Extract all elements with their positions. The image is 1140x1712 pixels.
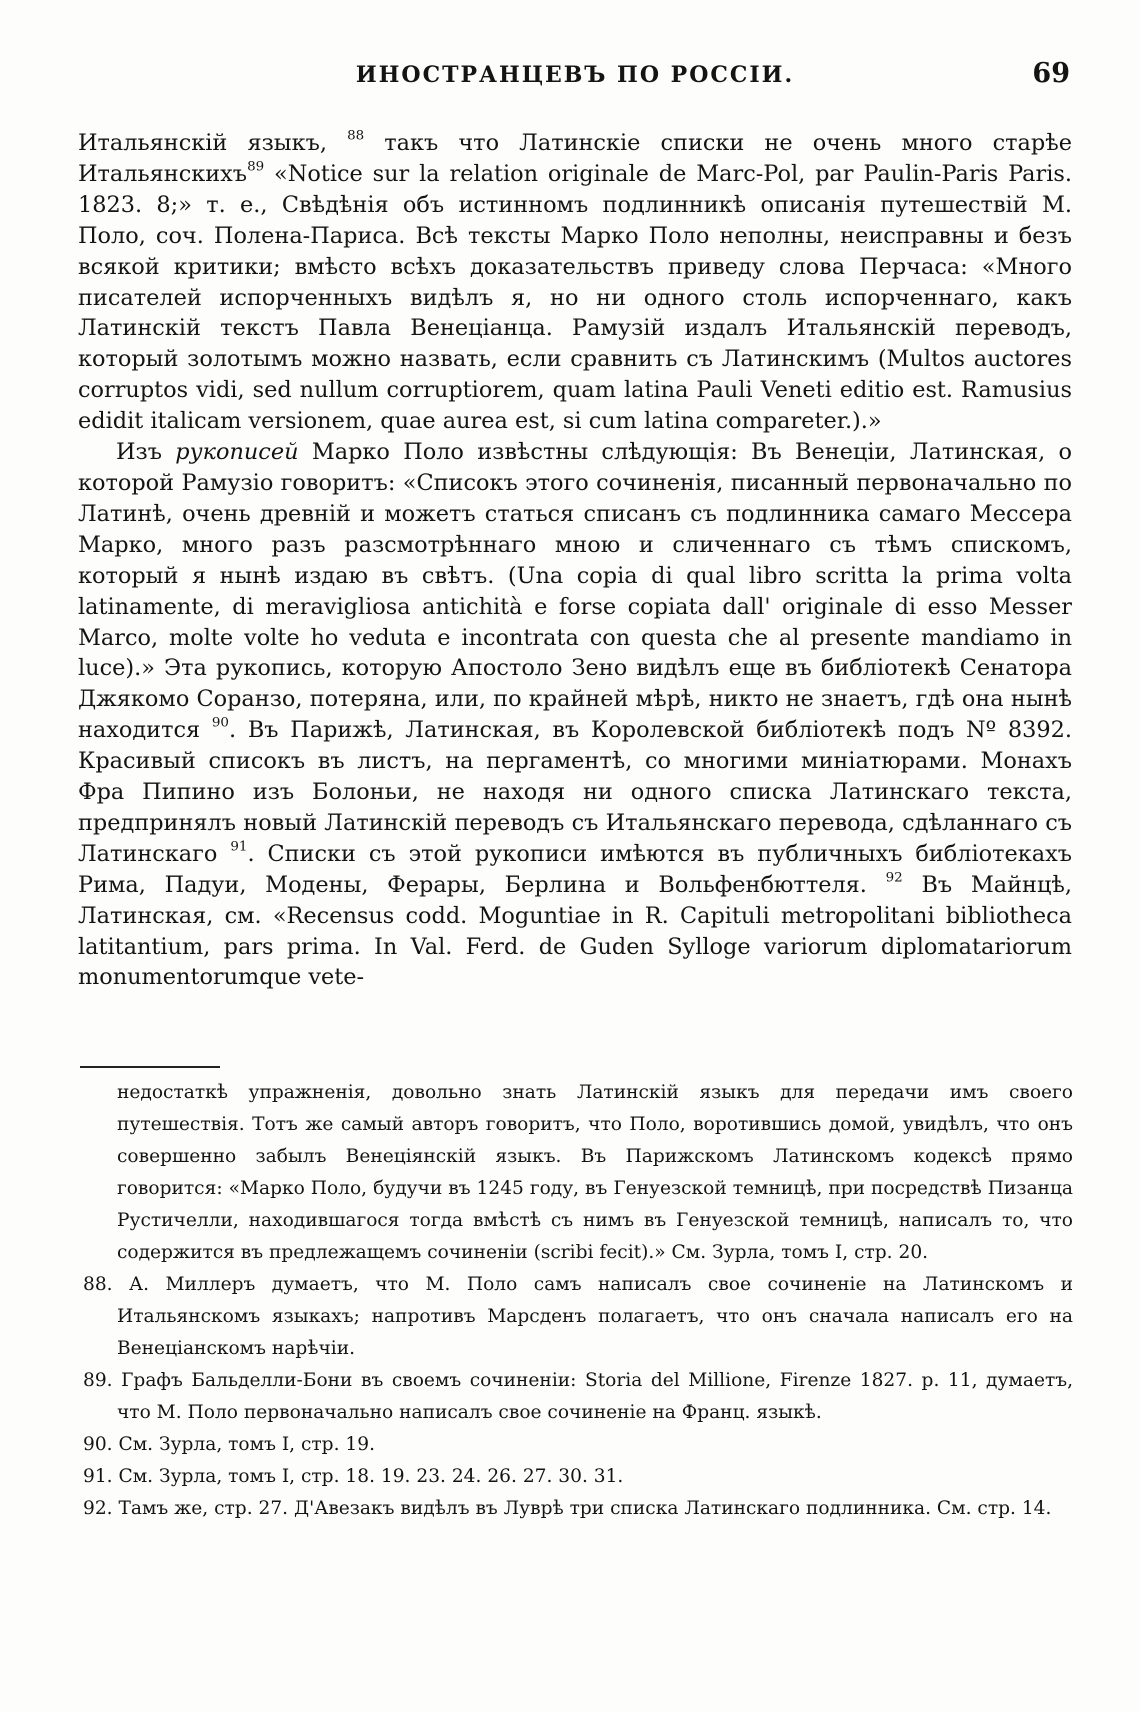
main-text — [78, 128, 1072, 993]
paragraph-2-text-d: . Списки съ этой рукописи имѣются въ публичныхъ библіотекахъ Рима, Падуи, Модены, Ферары, Берлина и Вольфенбюттеля. — [78, 840, 1072, 898]
footnote-ref-90: 90 — [211, 715, 229, 731]
footnote-88: 88. А. Миллеръ думаетъ, что М. Поло самъ написалъ свое сочиненіе на Латинскомъ и Итальянскомъ языкахъ; напротивъ Марсденъ полагаетъ, что онъ сначала написалъ его на Венеціанскомъ нарѣчіи. — [83, 1274, 1073, 1359]
footnote-ref-92: 92 — [885, 870, 903, 885]
footnote-91: 91. См. Зурла, томъ I, стр. 18. 19. 23. 24. 26. 27. 30. 31. — [83, 1466, 624, 1487]
footnote-continuation: недостаткѣ упражненія, довольно знать Латинскій языкъ для передачи имъ своего путешествія. Тотъ же самый авторъ говоритъ, что Поло, воротившись домой, увидѣлъ, что онъ совершенно забылъ Венеціянскій языкъ. Въ Парижскомъ Латинскомъ кодексѣ прямо говорится: «Марко Поло, будучи въ 1245 году, въ Генуезской темницѣ, при посредствѣ Пизанца Рустичелли, находившагося тогда вмѣстѣ съ нимъ въ Генуезской темницѣ, написалъ то, что содержится въ предлежащемъ сочиненіи (scribi fecit).» См. Зурла, томъ I, стр. 20. — [117, 1082, 1073, 1263]
paragraph-2-text-b: Марко Поло извѣстны слѣдующія: Въ Венеціи, Латинская, о которой Рамузіо говоритъ: «Списокъ этого сочиненія, писанный первоначально по Латинѣ, очень древній и можетъ статься списанъ съ подлинника самаго Мессера Марко, много разъ разсмотрѣннаго мною и сличеннаго съ тѣмъ спискомъ, который я нынѣ издаю въ свѣтъ. (Una copia di qual libro scritta la prima volta latinamente, di meravigliosa antichità e forse copiata dall' originale di esso Messer Marco, molte volte ho veduta e incontrata con questa che al presente mandiamo in luce).» Эта рукопись, которую Апостоло Зено видѣлъ еще въ библіотекѣ Сенатора Джякомо Соранзо, потеряна, или, по крайней мѣрѣ, никто не знаетъ, гдѣ она нынѣ находится — [78, 439, 1072, 744]
footnote-89: 89. Графъ Бальделли-Бони въ своемъ сочиненіи: Storia del Millione, Firenze 1827. p. 11, думаетъ, что М. Поло первоначально написалъ свое сочиненіе на Франц. языкѣ. — [83, 1370, 1073, 1423]
footnote-ref-91: 91 — [230, 839, 248, 855]
paragraph-2-text-e: Въ Майнцѣ, Латинская, см. «Recensus codd. Moguntiae in R. Capituli metropolitani bibliotheca latitantium, pars prima. In Val. Ferd. de Guden Sylloge variorum diplomatariorum monumentorumque vete- — [78, 871, 1072, 991]
footnote-divider — [80, 1066, 220, 1068]
paragraph-2 — [78, 437, 1072, 993]
paragraph-2-text-c: . Въ Парижѣ, Латинская, въ Королевской библіотекѣ подъ Nº 8392. Красивый списокъ въ листъ, на пергаментѣ, со многими миніатюрами. Монахъ Фра Пипино изъ Болоньи, не находя ни одного списка Латинскаго текста, предпринялъ новый Латинскій переводъ съ Итальянскаго перевода, сдѣланнаго съ Латинскаго — [78, 717, 1072, 867]
italic-word-manuscripts: рукописей — [175, 439, 299, 466]
footnote-ref-89: 89 — [247, 159, 265, 175]
page-number: 69 — [1032, 58, 1070, 89]
footnote-92: 92. Тамъ же, стр. 27. Д'Авезакъ видѣлъ въ Луврѣ три списка Латинскаго подлинника. См. стр. 14. — [83, 1498, 1052, 1519]
footnote-90: 90. См. Зурла, томъ I, стр. 19. — [83, 1434, 375, 1455]
running-title: ИНОСТРАНЦЕВЪ ПО РОССІИ. — [355, 62, 795, 88]
paragraph-1-text-a: Итальянскій языкъ, — [78, 130, 327, 156]
paragraph-1-text-c: «Notice sur la relation originale de Marc-Pol, par Paulin-Paris Paris. 1823. 8;» т. е., Свѣдѣнія объ истинномъ подлинникѣ описанія путешествій М. Поло, соч. Полена-Париса. Всѣ тексты Марко Поло неполны, неисправны и безъ всякой критики; вмѣсто всѣхъ доказательствъ приведу слова Перчаса: «Много писателей испорченныхъ видѣлъ я, но ни одного столь испорченнаго, какъ Латинскій текстъ Павла Венеціанца. Рамузій издалъ Итальянскій переводъ, который золотымъ можно назвать, если сравнить съ Латинскимъ (Multos auctores corruptos vidi, sed nullum corruptiorem, quam latina Pauli Veneti editio est. Ramusius edidit italicam versionem, quae aurea est, si cum latina compareter.).» — [78, 160, 1072, 435]
paragraph-2-text-a: Изъ — [116, 439, 162, 466]
footnote-ref-88: 88 — [347, 128, 365, 144]
paragraph-1-text-b: такъ что Латинскіе списки не очень много старѣе Итальянскихъ — [78, 130, 1072, 187]
paragraph-1 — [78, 128, 1072, 437]
footnotes — [83, 1077, 1073, 1525]
page-header — [80, 58, 1070, 96]
